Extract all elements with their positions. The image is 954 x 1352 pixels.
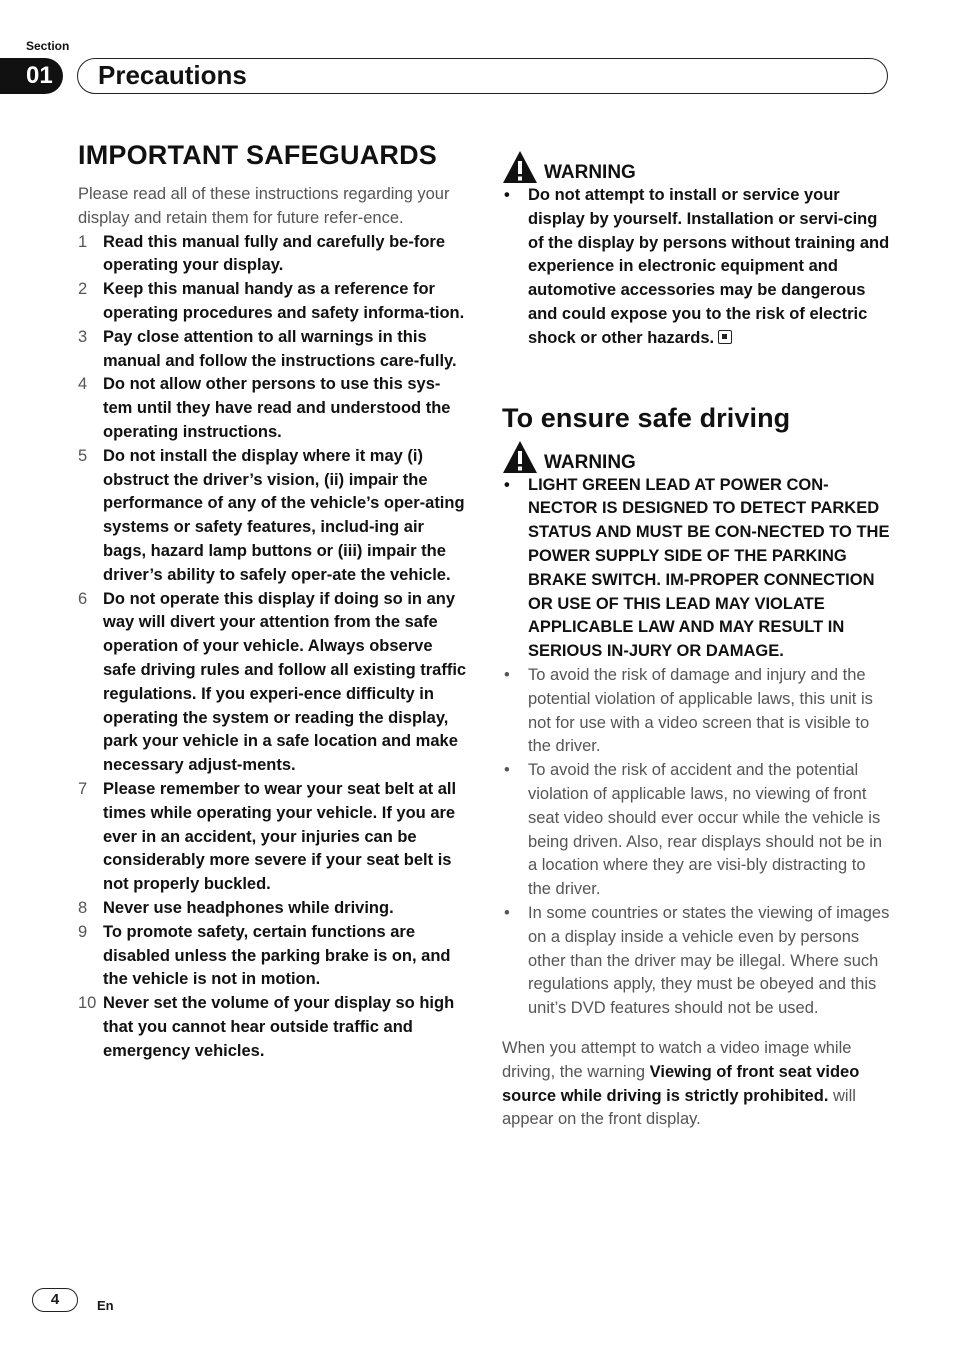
section-title: Precautions bbox=[77, 58, 888, 94]
intro-paragraph: Please read all of these instructions regarding your display and retain them for future refer-ence. bbox=[78, 185, 450, 227]
warning-triangle-icon bbox=[502, 440, 538, 474]
warning-header bbox=[502, 440, 892, 474]
important-safeguards-heading: IMPORTANT SAFEGUARDS bbox=[78, 140, 437, 170]
list-item: • In some countries or states the viewing of images on a display inside a vehicle even by persons other than the driver may be illegal. Where such regulations apply, they must be obeyed and this unit’s DVD features should not be used. bbox=[504, 903, 890, 1018]
list-item: 7 Please remember to wear your seat belt at all times while operating your vehicle. If you are ever in an accident, your injuries can be considerably more severe if your seat belt is not properly buckled. bbox=[78, 779, 457, 894]
page-number: 4 bbox=[32, 1288, 78, 1312]
list-item: 8 Never use headphones while driving. bbox=[78, 898, 394, 917]
list-item: • Do not attempt to install or service your display by yourself. Installation or servi-cing of the display by persons without training and experience in electronic equipment and automotive accessories may be dangerous and could expose you to the risk of electric shock or other hazards. bbox=[504, 186, 890, 347]
list-item: • To avoid the risk of damage and injury and the potential violation of applicable laws, this unit is not for use with a video screen that is visible to the driver. bbox=[504, 665, 873, 756]
warning-label: WARNING bbox=[544, 451, 636, 473]
list-item: 10 Never set the volume of your display so high that you cannot hear outside traffic and emergency vehicles. bbox=[78, 994, 455, 1060]
warning-header bbox=[502, 150, 892, 184]
section-number: 01 bbox=[0, 58, 63, 94]
safe-driving-list bbox=[502, 664, 892, 1021]
list-item: 6 Do not operate this display if doing so in any way will divert your attention from the safe operation of your vehicle. Always observe safe driving rules and follow all existing traffic regulations. If you experi-ence difficulty in operating the system or reading the display, park your vehicle in a safe location and make necessary adjust-ments. bbox=[78, 589, 467, 775]
warning-label: WARNING bbox=[544, 162, 636, 183]
safeguards-list bbox=[78, 231, 468, 1064]
list-item: • LIGHT GREEN LEAD AT POWER CON-NECTOR IS DESIGNED TO DETECT PARKED STATUS AND MUST BE CON-NECTED TO THE POWER SUPPLY SIDE OF THE PARKING BRAKE SWITCH. IM-PROPER CONNECTION OR USE OF THIS LEAD MAY VIOLATE APPLICABLE LAW AND MAY RESULT IN SERIOUS IN-JURY OR DAMAGE. bbox=[504, 475, 890, 661]
end-mark-icon bbox=[718, 330, 732, 344]
list-item: 3 Pay close attention to all warnings in this manual and follow the instructions care-fully. bbox=[78, 327, 457, 370]
list-item: • To avoid the risk of accident and the potential violation of applicable laws, no viewing of front seat video should ever occur while the vehicle is being driven. Also, rear displays should not be in a location where they are visi-bly distracting to the driver. bbox=[504, 761, 883, 899]
section-label: Section bbox=[26, 39, 70, 53]
warning-list bbox=[502, 184, 892, 351]
list-item: 4 Do not allow other persons to use this sys-tem until they have read and understood the operating instructions. bbox=[78, 375, 451, 441]
list-item: 1 Read this manual fully and carefully be-fore operating your display. bbox=[78, 232, 445, 275]
list-item: 2 Keep this manual handy as a reference for operating procedures and safety informa-tion. bbox=[78, 280, 465, 322]
warning-list bbox=[502, 474, 892, 664]
list-item: 9 To promote safety, certain functions are disabled unless the parking brake is on, and the vehicle is not in motion. bbox=[78, 922, 451, 989]
right-column bbox=[502, 150, 892, 1132]
warning-triangle-icon bbox=[502, 150, 538, 184]
list-item: 5 Do not install the display where it may (i) obstruct the driver’s vision, (ii) impair the performance of any of the vehicle’s oper-ating systems or safety features, includ-ing air bags, hazard lamp buttons or (iii) impair the driver’s ability to safely oper-ate the vehicle. bbox=[78, 446, 465, 584]
left-column bbox=[78, 140, 468, 1063]
closing-paragraph: When you attempt to watch a video image while driving, the warning Viewing of front seat video source while driving is strictly prohibited. will appear on the front display. bbox=[502, 1038, 860, 1129]
safe-driving-heading: To ensure safe driving bbox=[502, 402, 791, 433]
language-label: En bbox=[97, 1298, 114, 1313]
